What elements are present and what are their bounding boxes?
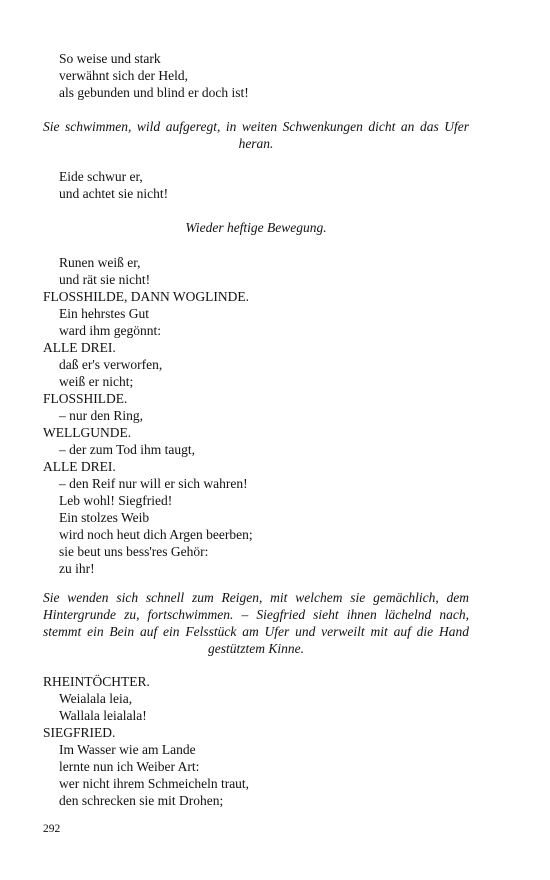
speaker-name: RHEINTÖCHTER. [43, 674, 150, 689]
verse-line: – den Reif nur will er sich wahren! [59, 476, 248, 491]
speaker-name: ALLE DREI. [43, 340, 116, 355]
verse-line: Eide schwur er, [59, 169, 143, 184]
speaker-name: SIEGFRIED. [43, 725, 116, 740]
verse-line: Im Wasser wie am Lande [59, 742, 196, 757]
verse-line: und rät sie nicht! [59, 272, 151, 287]
verse-line: als gebunden und blind er doch ist! [59, 85, 249, 100]
verse-line: ward ihm gegönnt: [59, 323, 161, 338]
dialogue-block [43, 254, 469, 577]
stage-direction: Sie schwimmen, wild aufgeregt, in weiten Schwenkungen dicht an das Ufer heran. [43, 119, 469, 151]
verse-line: verwähnt sich der Held, [59, 68, 188, 83]
verse-line: Ein hehrstes Gut [59, 306, 149, 321]
speaker-name: ALLE DREI. [43, 459, 116, 474]
verse-line: wird noch heut dich Argen beerben; [59, 527, 253, 542]
verse-line: daß er's verworfen, [59, 357, 163, 372]
verse-line: Ein stolzes Weib [59, 510, 150, 525]
verse-line: und achtet sie nicht! [59, 186, 169, 201]
verse-line: Weialala leia, [59, 691, 133, 706]
verse-block [43, 168, 469, 202]
verse-line: Wallala leialala! [59, 708, 147, 723]
speaker-name: FLOSSHILDE. [43, 391, 128, 406]
verse-line: wer nicht ihrem Schmeicheln traut, [59, 776, 250, 791]
verse-line: – nur den Ring, [59, 408, 143, 423]
verse-block [43, 50, 469, 101]
verse-line: zu ihr! [59, 561, 95, 576]
stage-direction: Sie wenden sich schnell zum Reigen, mit welchem sie gemächlich, dem Hintergrunde zu, fortschwimmen. – Siegfried sieht ihnen lächelnd nach, stemmt ein Bein auf ein Felsstück am Ufer und verweilt mit auf die Hand gestütztem Kinne. [43, 590, 469, 656]
verse-line: sie beut uns bess'res Gehör: [59, 544, 209, 559]
verse-line: weiß er nicht; [59, 374, 134, 389]
verse-line: Leb wohl! Siegfried! [59, 493, 173, 508]
page-number: 292 [43, 823, 61, 835]
verse-line: Runen weiß er, [59, 255, 141, 270]
page-body [43, 0, 469, 880]
verse-line: lernte nun ich Weiber Art: [59, 759, 200, 774]
verse-line: den schrecken sie mit Drohen; [59, 793, 224, 808]
verse-line: So weise und stark [59, 51, 161, 66]
verse-line: – der zum Tod ihm taugt, [59, 442, 196, 457]
speaker-name: WELLGUNDE. [43, 425, 132, 440]
speaker-name: FLOSSHILDE, DANN WOGLINDE. [43, 289, 249, 304]
dialogue-block [43, 673, 469, 809]
stage-direction: Wieder heftige Bewegung. [185, 220, 327, 235]
